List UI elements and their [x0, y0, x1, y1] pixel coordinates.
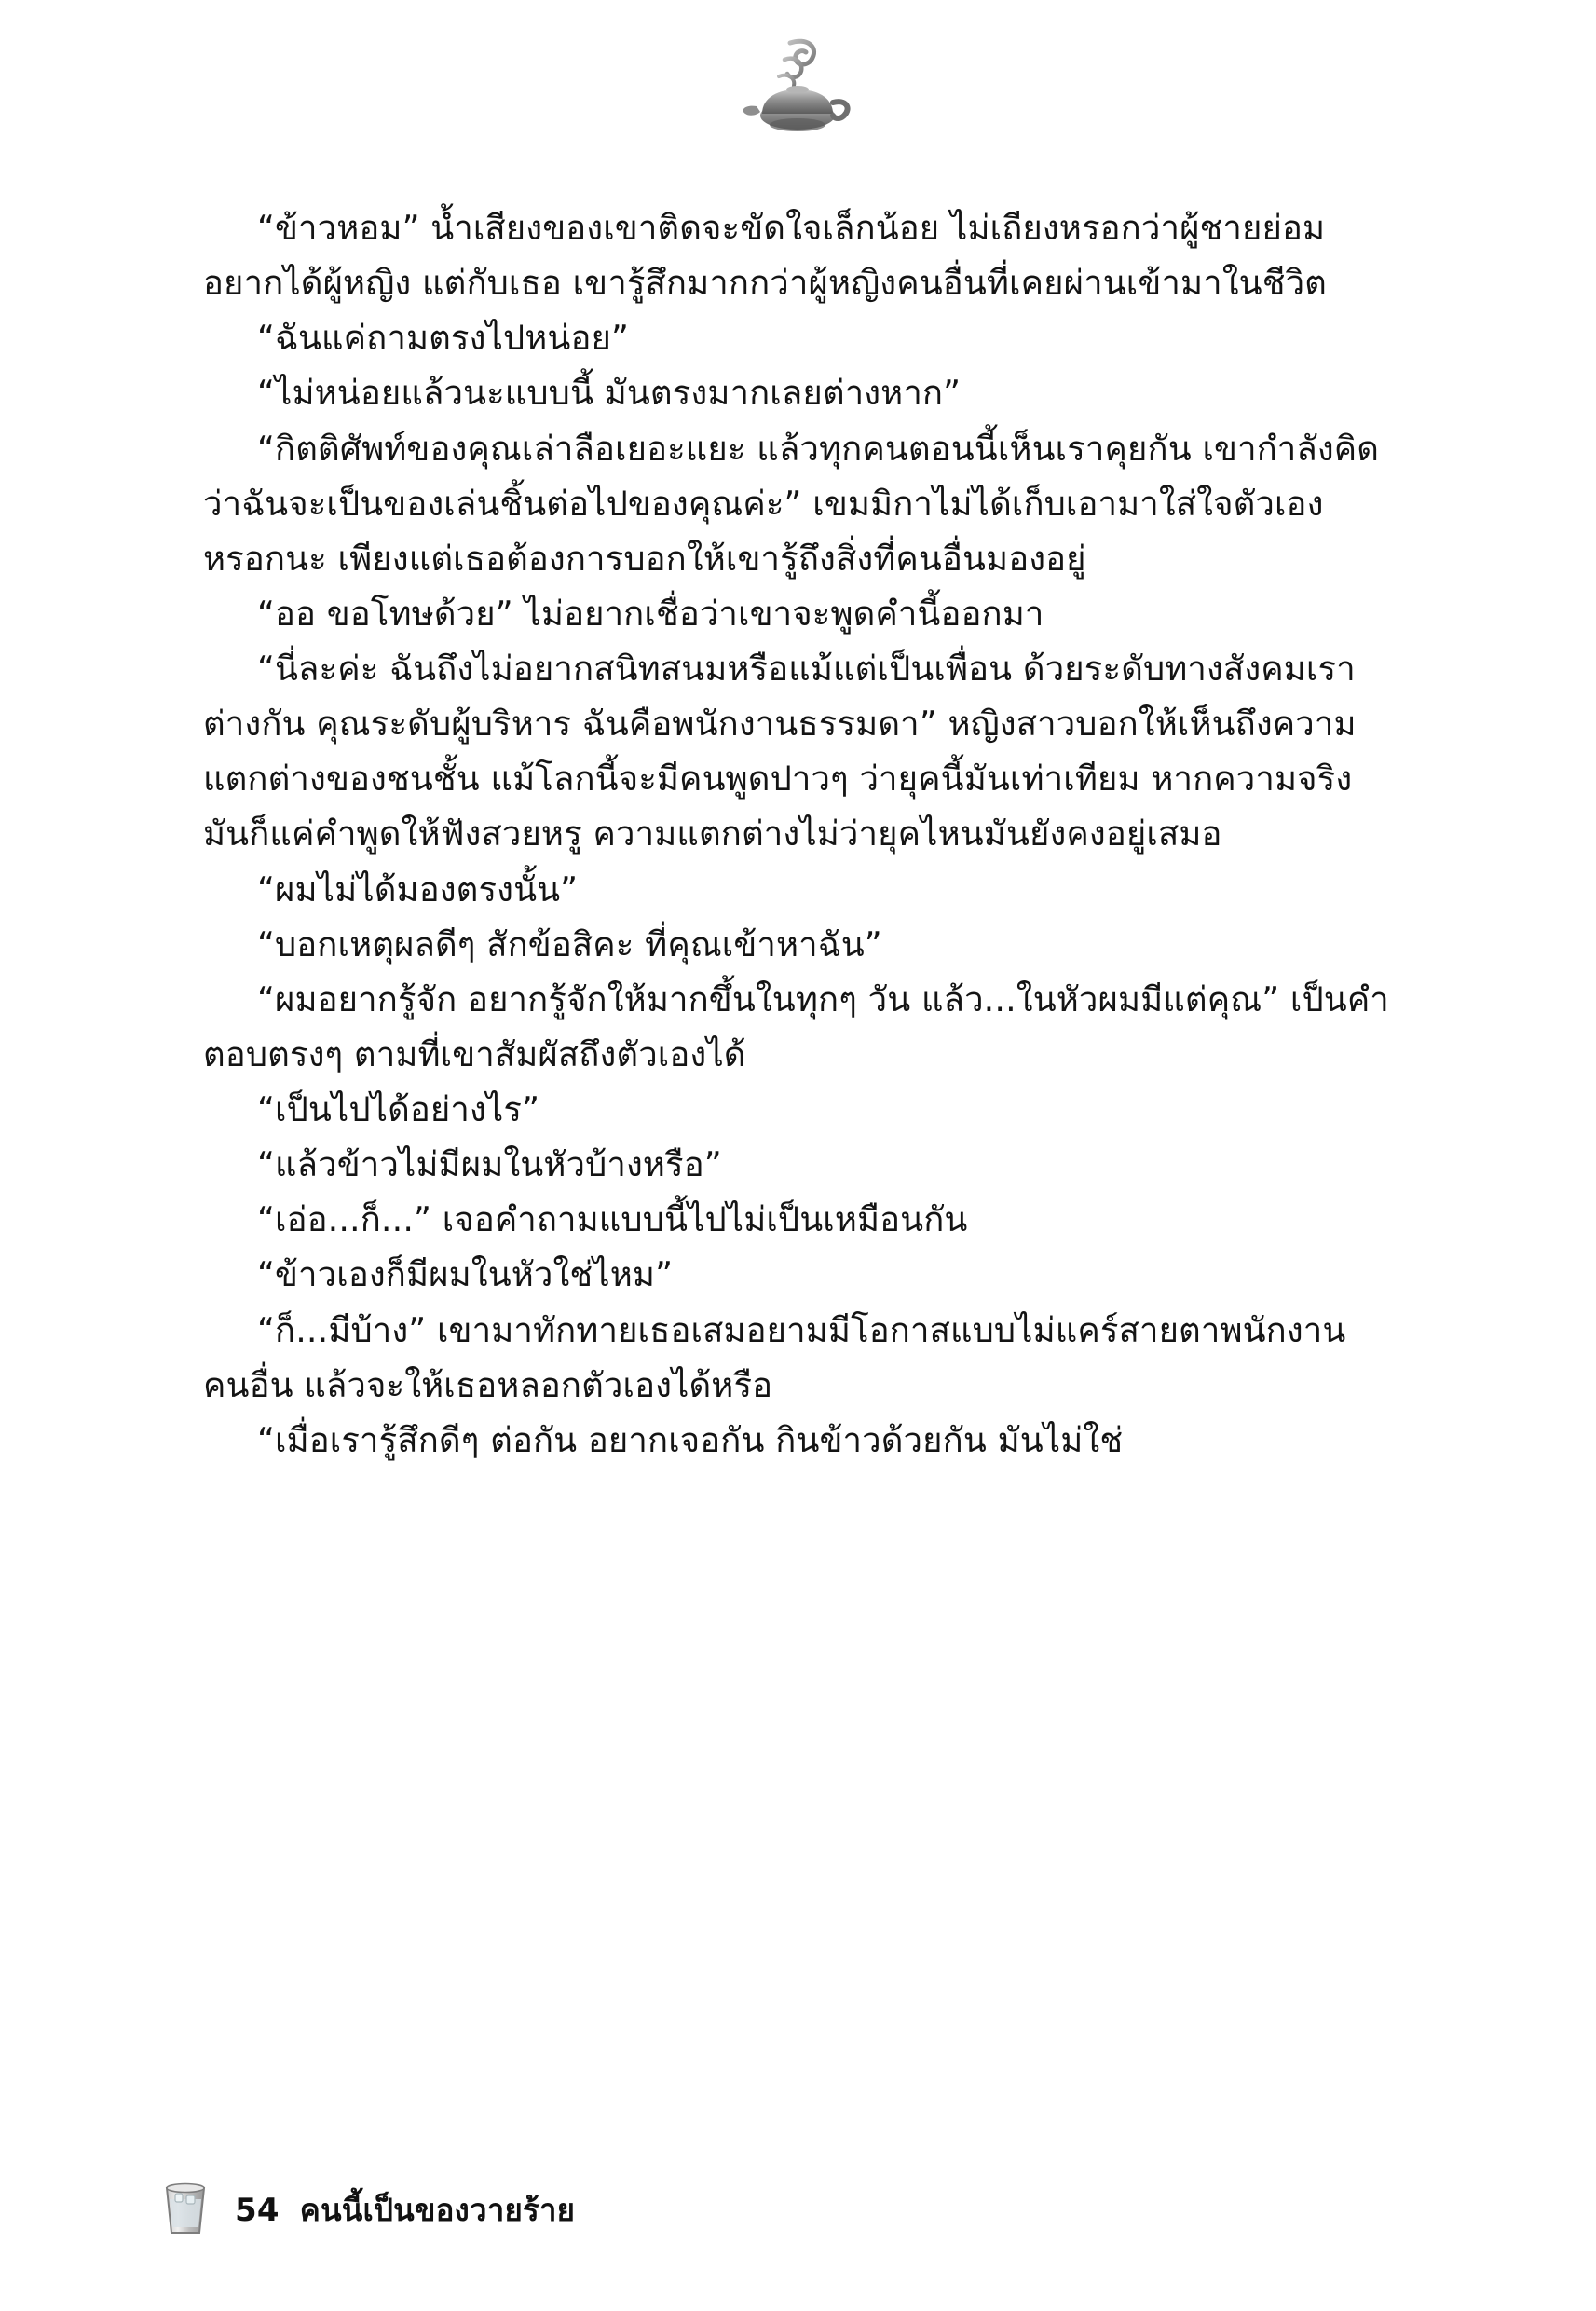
drinking-glass-icon [158, 2181, 212, 2238]
book-title: คนนี้เป็นของวายร้าย [299, 2191, 576, 2228]
paragraph: “เอ่อ...ก็...” เจอคำถามแบบนี้ไปไม่เป็นเหมือนกัน [257, 1199, 968, 1240]
paragraph: “ออ ขอโทษด้วย” ไม่อยากเชื่อว่าเขาจะพูดคำนี้ออกมา [257, 593, 1044, 634]
paragraph: “เมื่อเรารู้สึกดีๆ ต่อกัน อยากเจอกัน กินข้าวด้วยกัน มันไม่ใช่ [257, 1419, 1124, 1460]
paragraph: “ข้าวเองก็มีผมในหัวใช่ไหม” [257, 1254, 674, 1295]
paragraph: “ผมอยากรู้จัก อยากรู้จักให้มากขึ้นในทุกๆ วัน แล้ว...ในหัวผมมีแต่คุณ” เป็นคำตอบตรงๆ ตามที่เขาสัมผัสถึงตัวเองได้ [203, 978, 1389, 1074]
page-footer [158, 2181, 575, 2238]
paragraph: “ผมไม่ได้มองตรงนั้น” [257, 868, 579, 909]
paragraph: “บอกเหตุผลดีๆ สักข้อสิคะ ที่คุณเข้าหาฉัน” [257, 923, 882, 964]
paragraph: “ไม่หน่อยแล้วนะแบบนี้ มันตรงมากเลยต่างหาก” [257, 373, 962, 414]
page-body-text [203, 200, 1391, 1468]
paragraph: “ฉันแค่ถามตรงไปหน่อย” [257, 318, 630, 359]
page-number: 54 [235, 2191, 280, 2229]
genie-lamp-ornament-icon [0, 35, 1596, 147]
paragraph: “แล้วข้าวไม่มีผมในหัวบ้างหรือ” [257, 1144, 722, 1185]
paragraph: “ก็...มีบ้าง” เขามาทักทายเธอเสมอยามมีโอกาสแบบไม่แคร์สายตาพนักงานคนอื่น แล้วจะให้เธอหลอกตัวเองได้หรือ [203, 1309, 1346, 1405]
paragraph: “ข้าวหอม” น้ำเสียงของเขาติดจะขัดใจเล็กน้อย ไม่เถียงหรอกว่าผู้ชายย่อมอยากได้ผู้หญิง แต่กับเธอ เขารู้สึกมากกว่าผู้หญิงคนอื่นที่เคยผ่านเข้ามาในชีวิต [203, 208, 1327, 304]
paragraph: “กิตติศัพท์ของคุณเล่าลือเยอะแยะ แล้วทุกคนตอนนี้เห็นเราคุยกัน เขากำลังคิดว่าฉันจะเป็นของเล่นชิ้นต่อไปของคุณค่ะ” เขมมิกาไม่ได้เก็บเอามาใส่ใจตัวเองหรอกนะ เพียงแต่เธอต้องการบอกให้เขารู้ถึงสิ่งที่คนอื่นมองอยู่ [203, 428, 1380, 579]
paragraph: “เป็นไปได้อย่างไร” [257, 1089, 540, 1129]
paragraph: “นี่ละค่ะ ฉันถึงไม่อยากสนิทสนมหรือแม้แต่เป็นเพื่อน ด้วยระดับทางสังคมเราต่างกัน คุณระดับผู้บริหาร ฉันคือพนักงานธรรมดา” หญิงสาวบอกให้เห็นถึงความแตกต่างของชนชั้น แม้โลกนี้จะมีคนพูดปาวๆ ว่ายุคนี้มันเท่าเทียม หากความจริงมันก็แค่คำพูดให้ฟังสวยหรู ความแตกต่างไม่ว่ายุคไหนมันยังคงอยู่เสมอ [203, 649, 1357, 855]
